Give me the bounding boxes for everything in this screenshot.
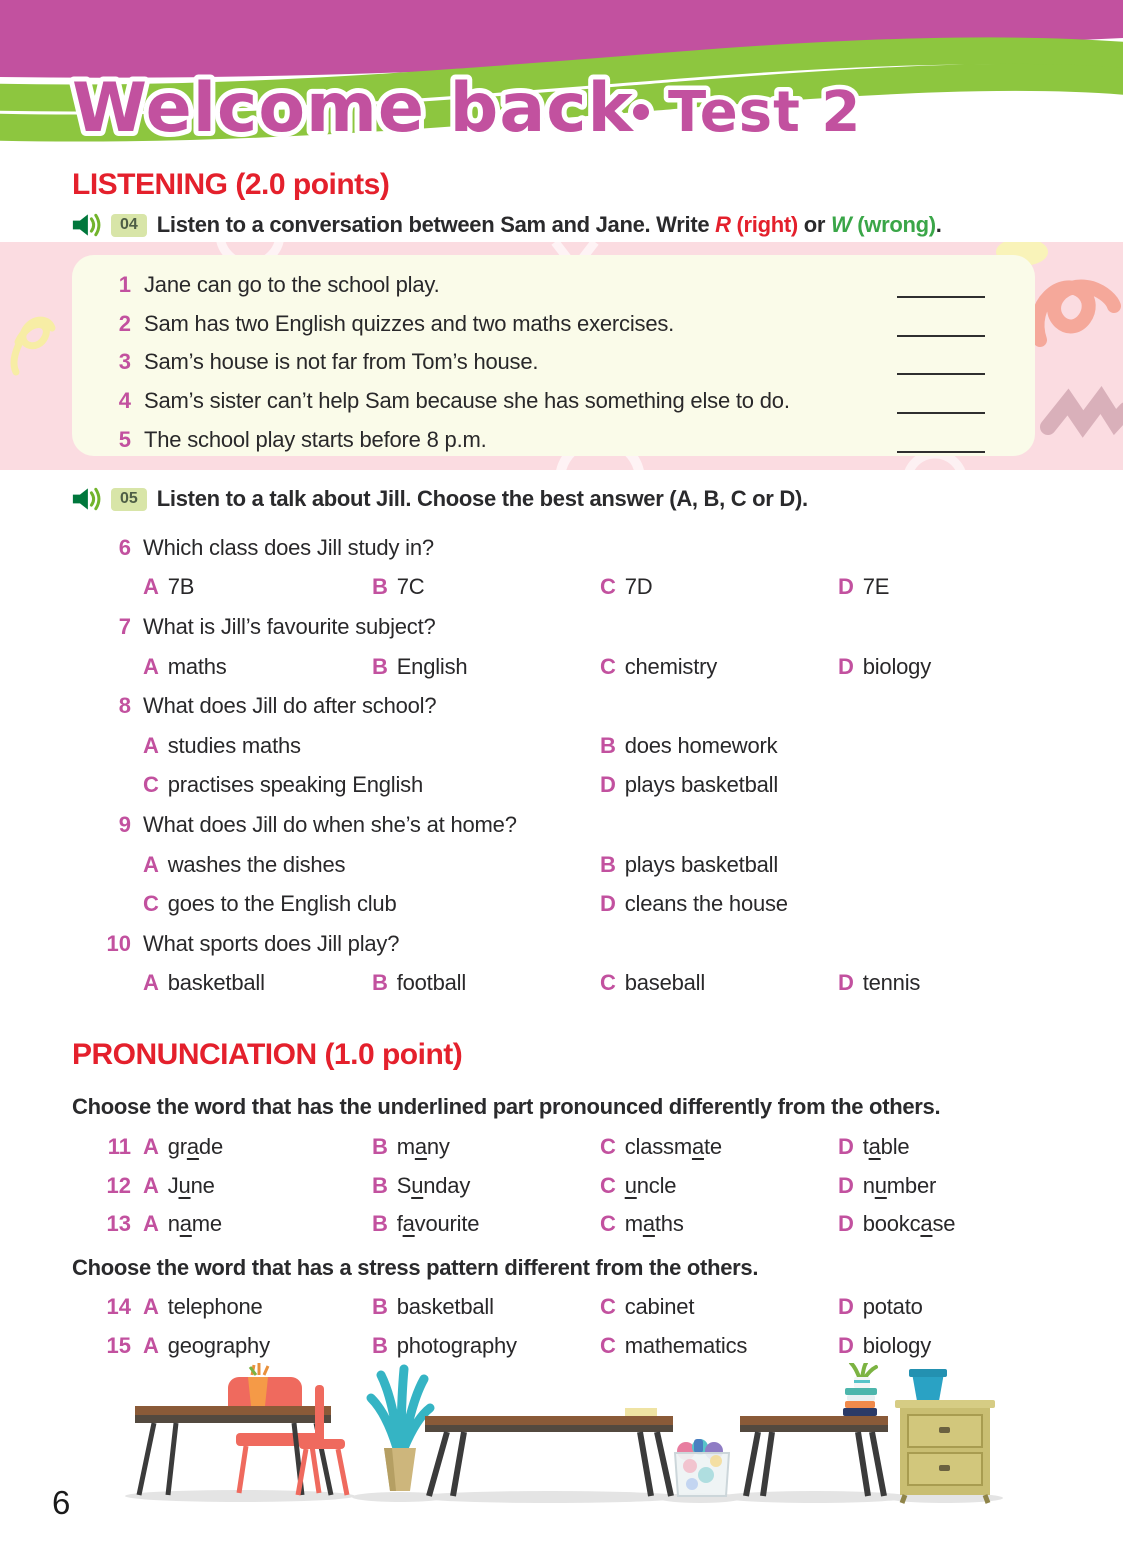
option bbox=[838, 654, 931, 680]
underlined-part: a bbox=[691, 1134, 704, 1160]
option-text: tennis bbox=[862, 970, 921, 996]
option-letter: A bbox=[143, 574, 159, 600]
pronunciation-row bbox=[0, 1128, 1123, 1167]
question-number: 7 bbox=[118, 613, 131, 639]
item-number: 2 bbox=[118, 310, 131, 336]
side-table bbox=[740, 1363, 888, 1496]
option-letter: D bbox=[838, 574, 854, 600]
option-text: biology bbox=[862, 1332, 932, 1358]
option bbox=[838, 1173, 936, 1199]
underlined-part: a bbox=[414, 1134, 427, 1160]
option-text: maths bbox=[167, 653, 227, 679]
option-letter: D bbox=[838, 1172, 854, 1198]
pronunciation-instruction-2: Choose the word that has a stress pattern different from the others. bbox=[72, 1255, 759, 1280]
underlined-part: a bbox=[868, 1134, 881, 1160]
pencil-cup-icon bbox=[248, 1363, 268, 1406]
option-text: 7B bbox=[167, 574, 195, 600]
option-text: potato bbox=[862, 1294, 923, 1320]
option bbox=[372, 1211, 479, 1237]
listening-questions bbox=[0, 528, 1123, 1003]
option-letter: A bbox=[143, 732, 159, 758]
page-number: 6 bbox=[52, 1484, 71, 1521]
pronunciation-row bbox=[0, 1167, 1123, 1206]
option-letter: C bbox=[600, 1134, 616, 1160]
option-text: plays basketball bbox=[624, 851, 779, 877]
option bbox=[600, 574, 652, 600]
option bbox=[838, 1294, 923, 1320]
option-text: favourite bbox=[396, 1211, 480, 1237]
option bbox=[143, 1294, 263, 1320]
option-text: cabinet bbox=[624, 1294, 695, 1320]
underlined-part: a bbox=[179, 1211, 192, 1237]
question-row bbox=[0, 924, 1123, 964]
red-chair-front bbox=[298, 1385, 347, 1495]
pronunciation-instruction-1: Choose the word that has the underlined part pronounced differently from the others. bbox=[72, 1094, 941, 1119]
task-05-instruction: Listen to a talk about Jill. Choose the best answer (A, B, C or D). bbox=[156, 486, 808, 511]
audio-task-04 bbox=[72, 212, 942, 238]
option bbox=[143, 891, 397, 917]
options-row bbox=[0, 568, 1123, 608]
option-letter: B bbox=[372, 1294, 388, 1320]
option-letter: C bbox=[600, 970, 616, 996]
option-text: table bbox=[862, 1134, 910, 1160]
pronunciation-row bbox=[0, 1205, 1123, 1244]
option bbox=[600, 970, 705, 996]
option bbox=[143, 772, 423, 798]
option-text: June bbox=[167, 1172, 215, 1198]
option-letter: B bbox=[372, 653, 388, 679]
option-letter: C bbox=[600, 574, 616, 600]
option-text: mathematics bbox=[624, 1332, 748, 1358]
option-text: name bbox=[167, 1211, 222, 1237]
option-text: studies maths bbox=[167, 732, 301, 758]
item-number: 4 bbox=[118, 388, 131, 414]
question-row bbox=[0, 686, 1123, 726]
question-number: 8 bbox=[118, 693, 131, 719]
option bbox=[600, 1173, 676, 1199]
option-letter: C bbox=[143, 891, 159, 917]
option bbox=[372, 970, 466, 996]
item-text: Jane can go to the school play. bbox=[144, 272, 440, 298]
question-row bbox=[0, 607, 1123, 647]
option-letter: A bbox=[143, 1294, 159, 1320]
option-text: maths bbox=[624, 1211, 684, 1237]
option-text: does homework bbox=[624, 732, 778, 758]
option-text: English bbox=[396, 653, 468, 679]
question-number: 9 bbox=[118, 811, 131, 837]
blue-pot-icon bbox=[912, 1373, 944, 1401]
answer-blank bbox=[897, 311, 985, 337]
option-letter: A bbox=[143, 1134, 159, 1160]
audio-track-badge: 05 bbox=[111, 488, 147, 511]
option-letter: B bbox=[372, 970, 388, 996]
answer-blank bbox=[897, 272, 985, 298]
audio-track-badge: 04 bbox=[111, 214, 147, 237]
option-letter: C bbox=[600, 1172, 616, 1198]
option-text: cleans the house bbox=[624, 891, 788, 917]
pronunciation-rows-2 bbox=[0, 1288, 1123, 1365]
options-row bbox=[0, 845, 1123, 885]
question-number: 10 bbox=[106, 930, 131, 956]
item-text: Sam has two English quizzes and two maths exercises. bbox=[144, 310, 675, 336]
listening-item bbox=[72, 343, 1035, 382]
option-letter: D bbox=[600, 772, 616, 798]
option-letter: B bbox=[372, 1172, 388, 1198]
option-text: Sunday bbox=[396, 1172, 471, 1198]
page-title-test: Test 2 bbox=[668, 80, 862, 145]
option-text: goes to the English club bbox=[167, 891, 397, 917]
drawer-cabinet bbox=[895, 1369, 995, 1503]
listening-band bbox=[0, 242, 1123, 470]
item-number: 5 bbox=[118, 426, 131, 452]
option-letter: A bbox=[143, 970, 159, 996]
option bbox=[143, 654, 227, 680]
header-banner bbox=[0, 0, 1123, 160]
pronunciation-rows-1 bbox=[0, 1128, 1123, 1244]
item-text: Sam’s house is not far from Tom’s house. bbox=[144, 349, 539, 375]
option-text: telephone bbox=[167, 1294, 263, 1320]
item-number: 1 bbox=[118, 272, 131, 298]
option bbox=[372, 1173, 470, 1199]
option bbox=[372, 1134, 450, 1160]
options-row bbox=[0, 766, 1123, 806]
item-text: The school play starts before 8 p.m. bbox=[144, 426, 487, 452]
option-letter: A bbox=[143, 1211, 159, 1237]
options-row bbox=[0, 647, 1123, 687]
question-row bbox=[0, 528, 1123, 568]
option bbox=[143, 970, 265, 996]
underlined-part: u bbox=[874, 1172, 887, 1198]
option bbox=[372, 1333, 517, 1359]
option-letter: A bbox=[143, 653, 159, 679]
option-text: baseball bbox=[624, 970, 706, 996]
listening-item bbox=[72, 305, 1035, 344]
audio-task-05 bbox=[72, 486, 808, 512]
question-text: What sports does Jill play? bbox=[143, 930, 400, 956]
option-letter: B bbox=[372, 1211, 388, 1237]
option bbox=[600, 1294, 694, 1320]
question-number: 14 bbox=[106, 1294, 131, 1320]
question-number: 11 bbox=[107, 1134, 131, 1160]
pronunciation-heading: PRONUNCIATION (1.0 point) bbox=[72, 1038, 463, 1071]
option-text: biology bbox=[862, 653, 932, 679]
red-chair-back bbox=[228, 1377, 320, 1493]
option-text: many bbox=[396, 1134, 450, 1160]
option-letter: C bbox=[600, 1294, 616, 1320]
option-letter: D bbox=[838, 970, 854, 996]
underlined-part: a bbox=[402, 1211, 415, 1237]
question-number: 6 bbox=[118, 534, 131, 560]
option bbox=[143, 733, 301, 759]
option bbox=[372, 1294, 494, 1320]
option-text: 7C bbox=[396, 574, 425, 600]
option-letter: C bbox=[600, 1211, 616, 1237]
option-text: photography bbox=[396, 1332, 517, 1358]
option bbox=[143, 574, 194, 600]
option-text: 7D bbox=[624, 574, 653, 600]
question-text: What is Jill’s favourite subject? bbox=[143, 613, 436, 639]
option bbox=[600, 1134, 722, 1160]
question-number: 15 bbox=[106, 1332, 131, 1358]
item-text: Sam’s sister can’t help Sam because she has something else to do. bbox=[144, 388, 790, 414]
option bbox=[838, 574, 889, 600]
option-letter: B bbox=[372, 574, 388, 600]
option bbox=[600, 891, 788, 917]
task-04-instruction: Listen to a conversation between Sam and Jane. Write R (right) or W (wrong). bbox=[156, 212, 942, 237]
option-text: 7E bbox=[862, 574, 890, 600]
speaker-icon bbox=[72, 486, 102, 512]
option-letter: A bbox=[143, 1172, 159, 1198]
option bbox=[838, 1134, 909, 1160]
option-text: basketball bbox=[396, 1294, 494, 1320]
paper-on-table bbox=[625, 1408, 657, 1416]
option-text: plays basketball bbox=[624, 772, 779, 798]
underlined-part: a bbox=[186, 1134, 199, 1160]
option bbox=[143, 852, 345, 878]
option-text: washes the dishes bbox=[167, 851, 346, 877]
long-table bbox=[425, 1408, 673, 1496]
listening-items bbox=[72, 255, 1035, 456]
book-stack bbox=[843, 1388, 877, 1416]
option-letter: D bbox=[838, 1211, 854, 1237]
zigzag-doodle bbox=[1048, 400, 1123, 427]
option bbox=[372, 574, 424, 600]
answer-blank bbox=[897, 388, 985, 414]
question-row bbox=[0, 805, 1123, 845]
question-text: What does Jill do when she’s at home? bbox=[143, 811, 517, 837]
option-text: uncle bbox=[624, 1172, 677, 1198]
option bbox=[372, 654, 467, 680]
underlined-part: u bbox=[178, 1172, 191, 1198]
classroom-illustration bbox=[0, 1363, 1123, 1508]
options-row bbox=[0, 964, 1123, 1004]
option-letter: C bbox=[143, 772, 159, 798]
question-number: 12 bbox=[106, 1172, 131, 1198]
ribbon-doodle bbox=[1037, 287, 1114, 340]
option-text: bookcase bbox=[862, 1211, 956, 1237]
underlined-part: a bbox=[920, 1211, 933, 1237]
question-number: 13 bbox=[106, 1211, 131, 1237]
option-letter: D bbox=[600, 891, 616, 917]
listening-item bbox=[72, 266, 1035, 305]
option-letter: B bbox=[372, 1134, 388, 1160]
answer-blank bbox=[897, 427, 985, 453]
option bbox=[600, 1211, 684, 1237]
option-text: grade bbox=[167, 1134, 223, 1160]
option bbox=[838, 1211, 955, 1237]
question-text: Which class does Jill study in? bbox=[143, 534, 434, 560]
potted-plant bbox=[371, 1369, 430, 1491]
toy-bin bbox=[675, 1439, 729, 1496]
option bbox=[600, 852, 778, 878]
option-letter: D bbox=[838, 1294, 854, 1320]
option-letter: B bbox=[600, 851, 616, 877]
option-text: football bbox=[396, 970, 467, 996]
option bbox=[143, 1173, 215, 1199]
listening-item bbox=[72, 420, 1035, 459]
speaker-icon bbox=[72, 212, 102, 238]
underlined-part: u bbox=[411, 1172, 424, 1198]
option-text: number bbox=[862, 1172, 937, 1198]
option-letter: D bbox=[838, 653, 854, 679]
option bbox=[838, 970, 920, 996]
option bbox=[838, 1333, 931, 1359]
option-letter: A bbox=[143, 1332, 159, 1358]
option-text: practises speaking English bbox=[167, 772, 423, 798]
option-letter: C bbox=[600, 1332, 616, 1358]
yellow-curl-doodle bbox=[14, 320, 52, 372]
option bbox=[143, 1333, 270, 1359]
pronunciation-row bbox=[0, 1327, 1123, 1366]
option-letter: A bbox=[143, 851, 159, 877]
option-text: chemistry bbox=[624, 653, 718, 679]
option-text: basketball bbox=[167, 970, 265, 996]
underlined-part: u bbox=[624, 1172, 637, 1198]
option-text: geography bbox=[167, 1332, 270, 1358]
options-row bbox=[0, 726, 1123, 766]
underlined-part: a bbox=[642, 1211, 655, 1237]
option-text: classmate bbox=[624, 1134, 722, 1160]
option bbox=[600, 772, 778, 798]
option bbox=[600, 733, 777, 759]
item-number: 3 bbox=[118, 349, 131, 375]
option bbox=[143, 1211, 222, 1237]
option bbox=[143, 1134, 223, 1160]
page-title-main: Welcome back bbox=[72, 69, 634, 148]
option-letter: C bbox=[600, 653, 616, 679]
listening-item bbox=[72, 382, 1035, 421]
option bbox=[600, 654, 717, 680]
pronunciation-row bbox=[0, 1288, 1123, 1327]
option-letter: D bbox=[838, 1332, 854, 1358]
option-letter: D bbox=[838, 1134, 854, 1160]
plant-on-books bbox=[851, 1363, 876, 1388]
options-row bbox=[0, 884, 1123, 924]
answer-blank bbox=[897, 349, 985, 375]
question-text: What does Jill do after school? bbox=[143, 693, 437, 719]
option-letter: B bbox=[372, 1332, 388, 1358]
option bbox=[600, 1333, 747, 1359]
listening-heading: LISTENING (2.0 points) bbox=[72, 168, 390, 201]
option-letter: B bbox=[600, 732, 616, 758]
